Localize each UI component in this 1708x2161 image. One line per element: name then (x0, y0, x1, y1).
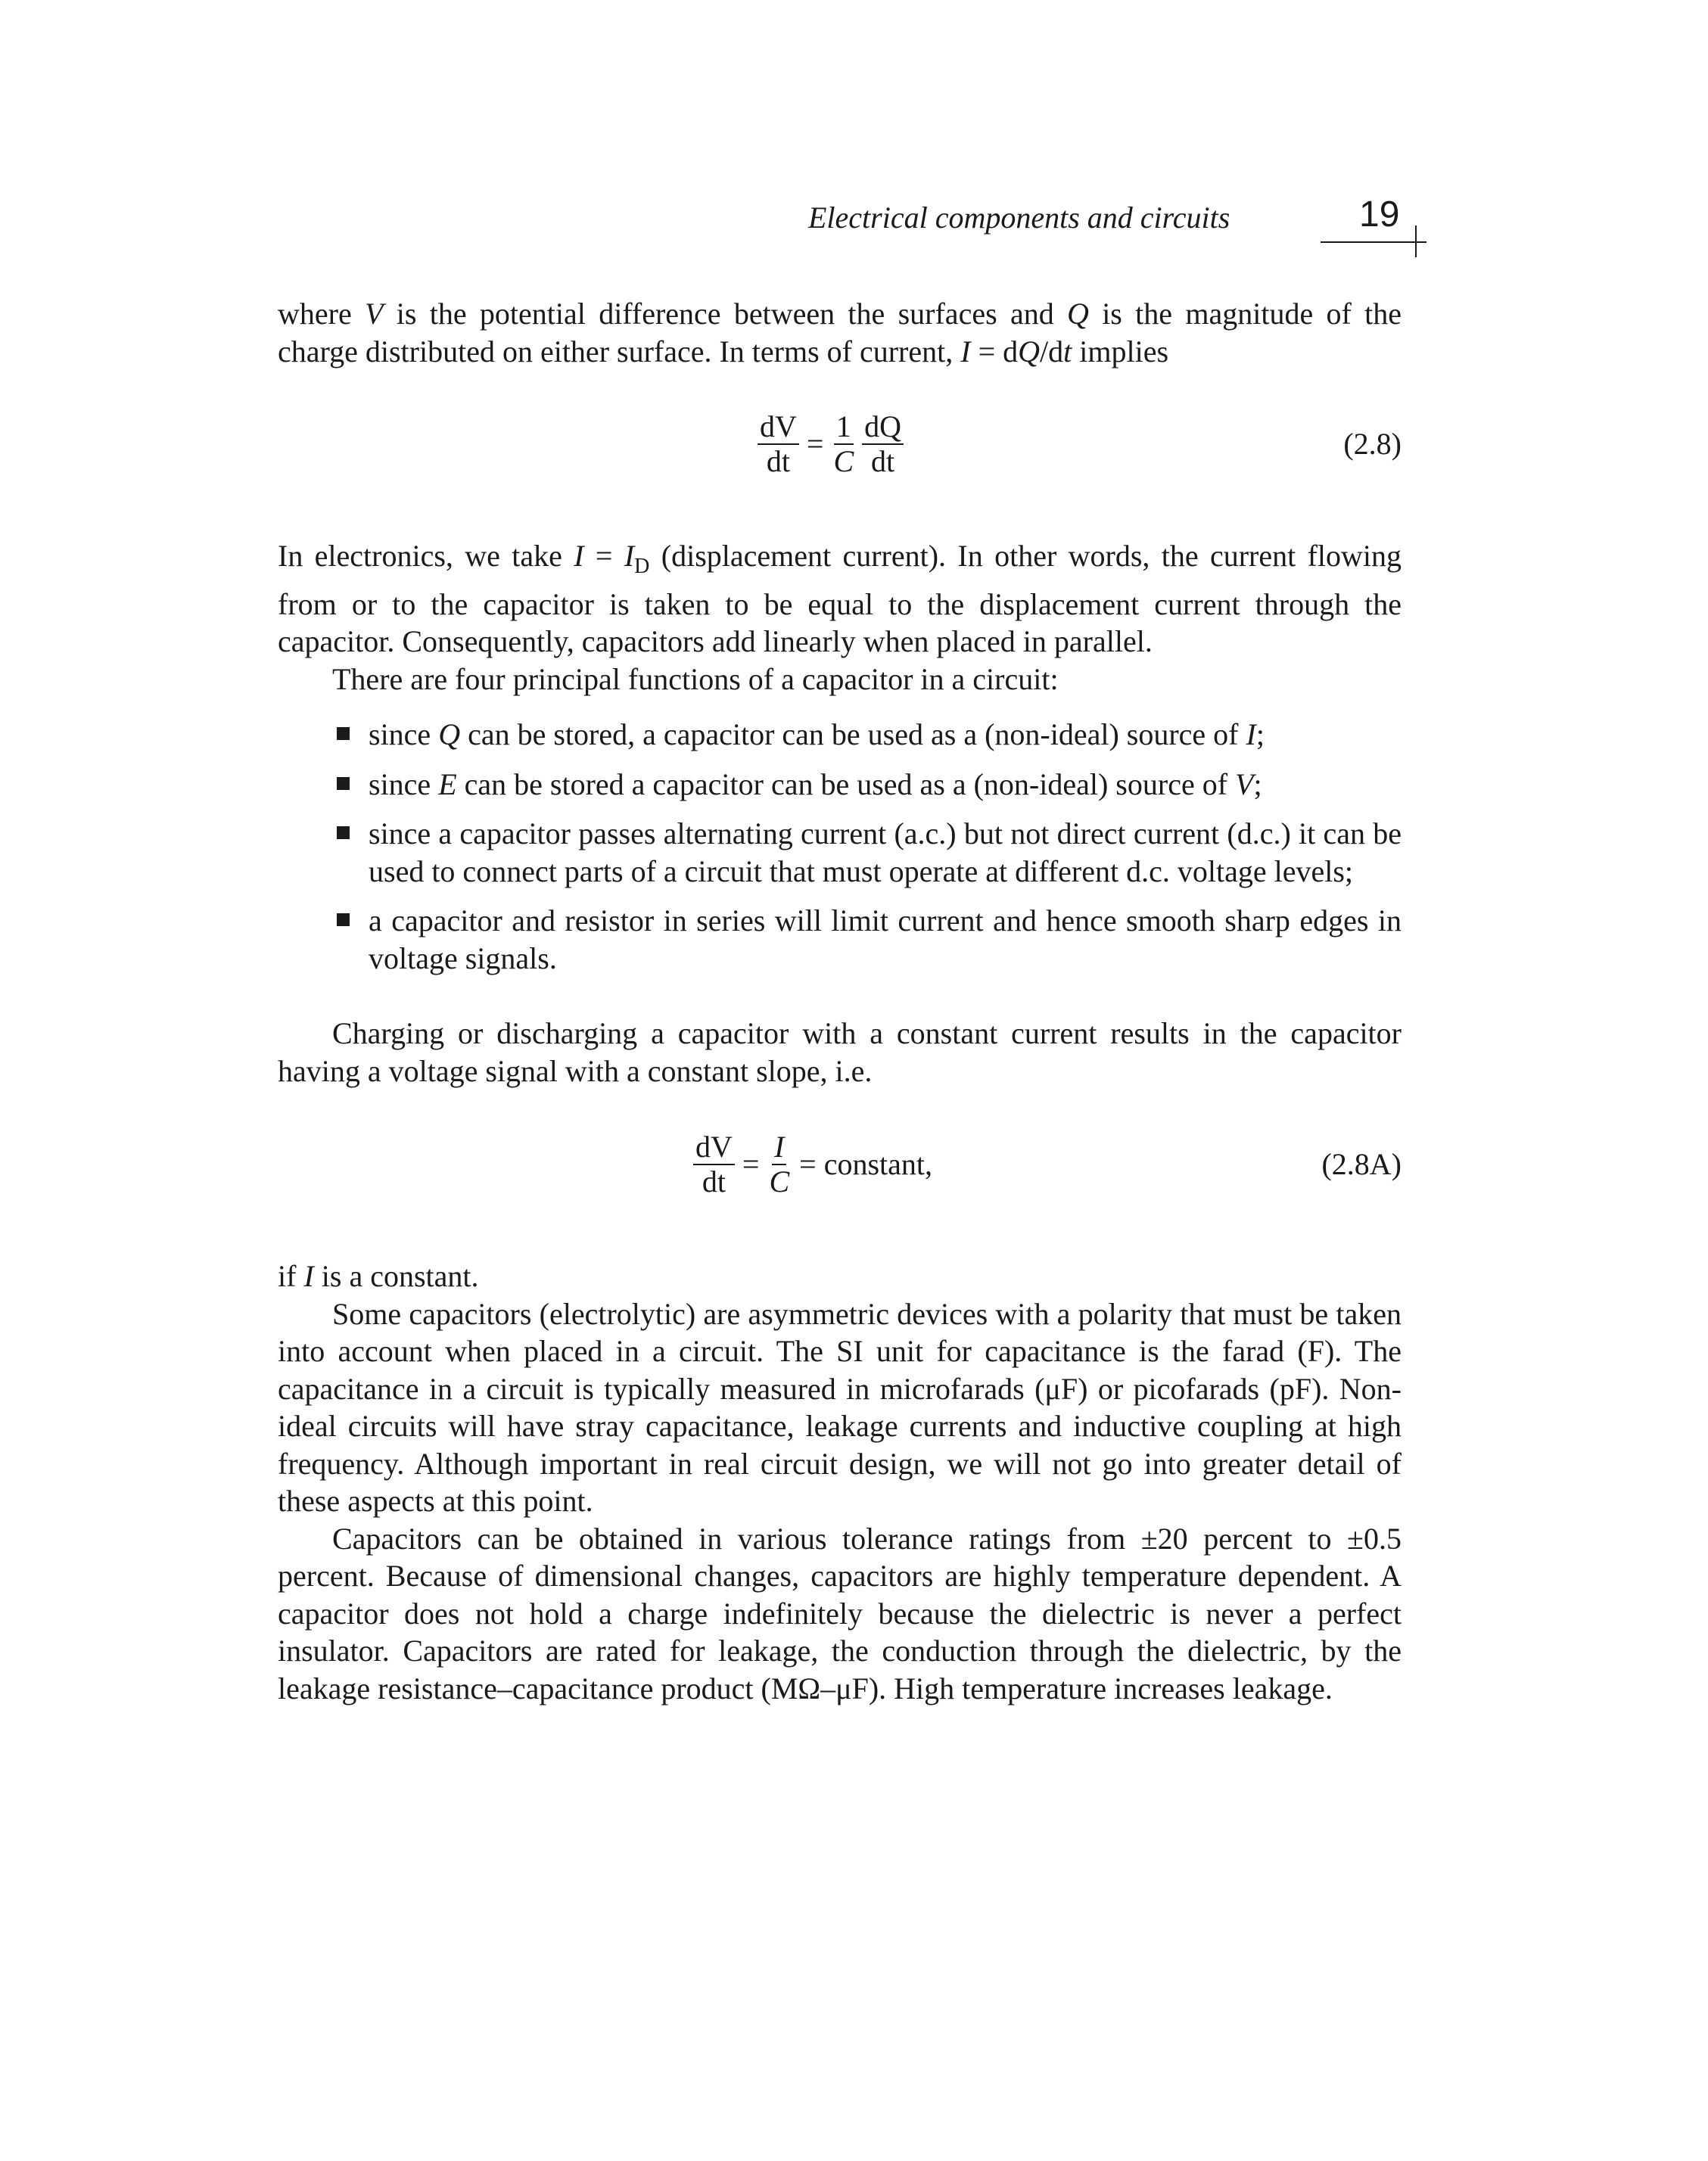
text: is the magnitude of the charge distributed on either surface. In terms of current, (278, 297, 1402, 368)
text: In electronics, we take (278, 539, 574, 573)
equation-tail: = constant, (799, 1147, 932, 1182)
symbol-v: V (1235, 766, 1254, 801)
equation-2-8a (278, 1127, 1402, 1202)
text: since (369, 717, 439, 751)
numerator: I (772, 1130, 786, 1165)
equals-sign: = (806, 427, 824, 462)
denominator: dt (871, 444, 895, 478)
list-item (278, 716, 1402, 754)
text: is a constant. (313, 1259, 479, 1293)
paragraph-displacement-current (278, 537, 1402, 661)
text: can be stored, a capacitor can be used as a (non-ideal) source of (460, 717, 1246, 751)
paragraph-electrolytic: Some capacitors (electrolytic) are asymmetric devices with a polarity that must be taken into account when placed in a circuit. The SI unit for capacitance is the farad (F). The capacitance in a circuit is typically measured in microfarads (μF) or picofarads (pF). Non-ideal circuits will have stray capacitance, leakage currents and inductive coupling at high frequency. Although important in real circuit design, we will not go into greater detail of these aspects at this point. (278, 1296, 1402, 1518)
body-text (278, 295, 1402, 1707)
header-tick (1415, 225, 1417, 257)
running-title: Electrical components and circuits (808, 201, 1230, 235)
equation-number: (2.8) (1343, 427, 1402, 461)
numerator: dV (758, 410, 799, 445)
paragraph-if-constant (278, 1258, 1402, 1295)
paragraph-four-functions: There are four principal functions of a capacitor in a circuit: (332, 661, 1059, 696)
symbol-v: V (365, 297, 384, 331)
text: ; (1255, 717, 1265, 751)
list-item (278, 766, 1402, 804)
paragraph-tolerance: Capacitors can be obtained in various tolerance ratings from ±20 percent to ±0.5 percent. Because of dimensional changes, capacitors are highly temperature dependent. A capacitor does not hold a charge indefinitely because the dielectric is never a perfect insulator. Capacitors are rated for leakage, the conduction through the dielectric, by the leakage resistance–capacitance product (MΩ–μF). High temperature increases leakage. (278, 1521, 1402, 1705)
denominator: C (833, 444, 854, 478)
bullet-square-icon (337, 826, 350, 839)
text: a capacitor and resistor in series will limit current and hence smooth sharp edges in voltage signals. (369, 903, 1402, 975)
numerator: dV (693, 1130, 735, 1165)
subscript-d: D (634, 555, 650, 578)
bullet-square-icon (337, 913, 350, 926)
fraction (862, 410, 904, 478)
text: = d (970, 334, 1019, 368)
paragraph-potential-difference (278, 295, 1402, 370)
text: /d (1040, 334, 1064, 368)
text: = (583, 539, 624, 573)
text: since a capacitor passes alternating current (a.c.) but not direct current (d.c.) it can be used to connect parts of a circuit that must operate at different d.c. voltage levels; (369, 816, 1402, 888)
numerator: 1 (834, 410, 854, 445)
symbol-q: Q (438, 717, 461, 751)
header-rule (1321, 241, 1426, 243)
text: ; (1253, 766, 1262, 801)
equals-sign: = (742, 1147, 760, 1182)
fraction (693, 1130, 735, 1199)
list-item (278, 815, 1402, 890)
symbol-i: I (1246, 717, 1256, 751)
list-item (278, 902, 1402, 977)
page-number: 19 (1359, 194, 1400, 235)
text: is the potential difference between the surfaces and (383, 297, 1067, 331)
denominator: C (769, 1164, 790, 1199)
symbol-i: I (303, 1259, 314, 1293)
text: since (369, 766, 439, 801)
paragraph-constant-current: Charging or discharging a capacitor with a constant current results in the capacitor having a voltage signal with a constant slope, i.e. (278, 1016, 1402, 1088)
text: (displacement current). In other words, the current flowing from or to the capacitor is taken to be equal to the displacement current through the capacitor. Consequently, capacitors add linearly when placed in parallel. (278, 539, 1402, 658)
text: can be stored a capacitor can be used as a (non-ideal) source of (456, 766, 1236, 801)
fraction (767, 1130, 792, 1199)
running-header (757, 194, 1408, 244)
bullet-square-icon (337, 727, 350, 740)
bullet-square-icon (337, 777, 350, 790)
text: implies (1072, 334, 1169, 368)
symbol-t: t (1063, 334, 1072, 368)
text: where (278, 297, 366, 331)
bullet-list (278, 716, 1402, 977)
symbol-e: E (438, 766, 457, 801)
symbol-q: Q (1018, 334, 1041, 368)
equation-2-8 (278, 407, 1402, 481)
symbol-i: I (960, 334, 971, 368)
text: if (278, 1259, 304, 1293)
fraction (831, 410, 856, 478)
denominator: dt (766, 444, 790, 478)
denominator: dt (702, 1164, 726, 1199)
symbol-q: Q (1067, 297, 1089, 331)
symbol-i: I (574, 539, 584, 573)
fraction (758, 410, 799, 478)
symbol-i: I (624, 539, 635, 573)
equation-number: (2.8A) (1321, 1147, 1402, 1181)
numerator: dQ (862, 410, 904, 445)
